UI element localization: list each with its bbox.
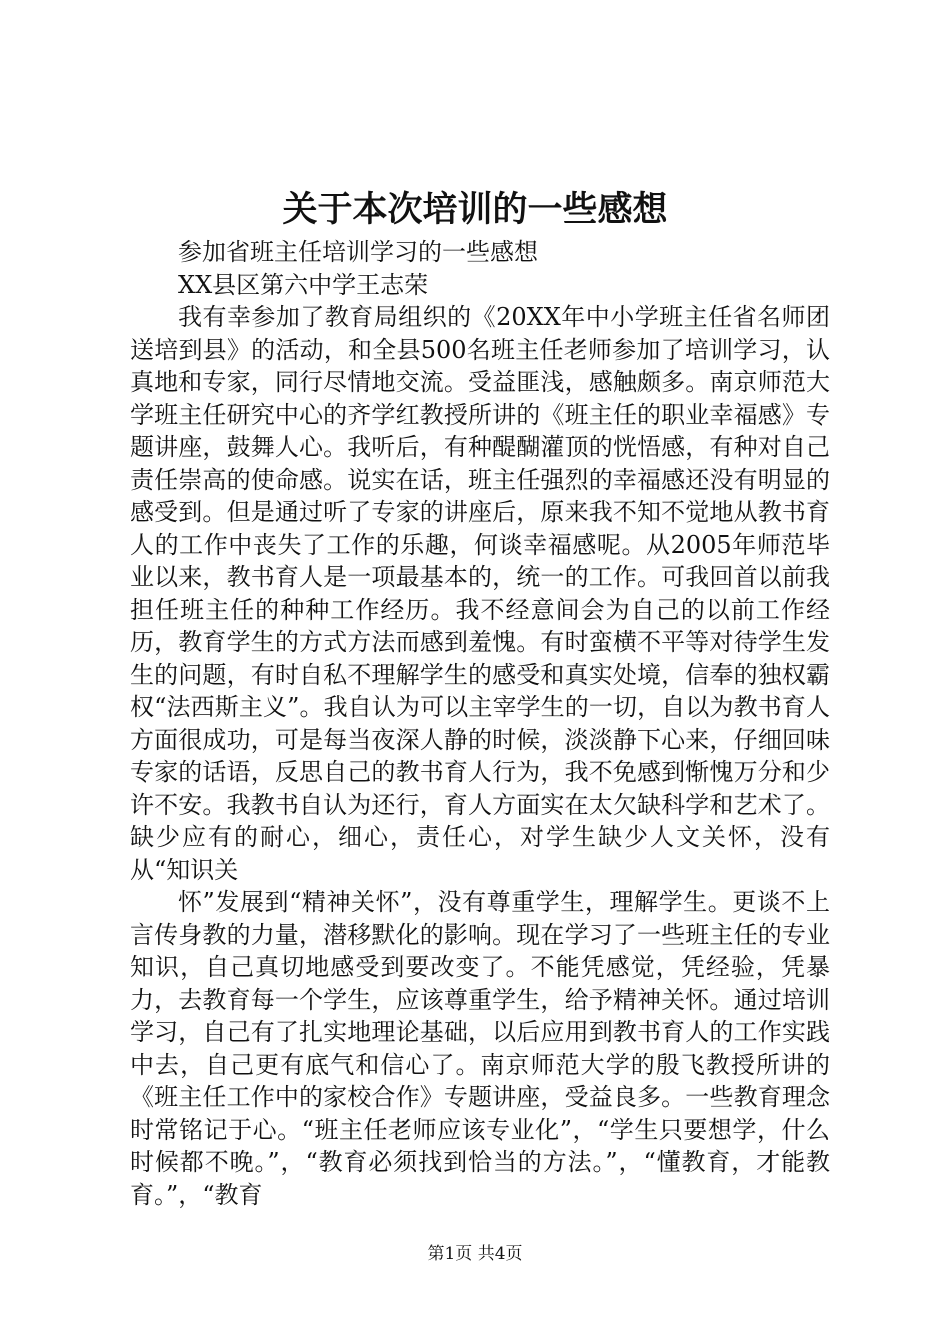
document-title: 关于本次培训的一些感想 [282, 189, 668, 230]
subtitle-paragraph: 参加省班主任培训学习的一些感想 [178, 238, 538, 266]
document-body [130, 236, 830, 1211]
author-line: XX县区第六中学王志荣 [178, 270, 429, 299]
body-paragraph: 怀”发展到“精神关怀”，没有尊重学生，理解学生。更谈不上言传身教的力量，潜移默化的影响。现在学习了一些班主任的专业知识，自己真切地感受到要改变了。不能凭感觉，凭经验，凭暴力，去教育每一个学生，应该尊重学生，给予精神关怀。通过培训学习，自己有了扎实地理论基础，以后应用到教书育人的工作实践中去，自己更有底气和信心了。南京师范大学的殷飞教授所讲的《班主任工作中的家校合作》专题讲座，受益良多。一些教育理念时常铭记于心。“班主任老师应该专业化”，“学生只要想学，什么时候都不晚。”，“教育必须找到恰当的方法。”，“懂教育，才能教育。”，“教育 [130, 888, 830, 1209]
body-paragraph: 我有幸参加了教育局组织的《20XX年中小学班主任省名师团送培到县》的活动，和全县500名班主任老师参加了培训学习，认真地和专家，同行尽情地交流。受益匪浅，感触颇多。南京师范大学班主任研究中心的齐学红教授所讲的《班主任的职业幸福感》专题讲座，鼓舞人心。我听后，有种醍醐灌顶的恍悟感，有种对自己责任崇高的使命感。说实在话，班主任强烈的幸福感还没有明显的感受到。但是通过听了专家的讲座后，原来我不知不觉地从教书育人的工作中丧失了工作的乐趣，何谈幸福感呢。从2005年师范毕业以来，教书育人是一项最基本的，统一的工作。可我回首以前我担任班主任的种种工作经历。我不经意间会为自己的以前工作经历，教育学生的方式方法而感到羞愧。有时蛮横不平等对待学生发生的问题，有时自私不理解学生的感受和真实处境，信奉的独权霸权“法西斯主义”。我自认为可以主宰学生的一切，自以为教书育人方面很成功，可是每当夜深人静的时候，淡淡静下心来，仔细回味专家的话语，反思自己的教书育人行为，我不免感到惭愧万分和少许不安。我教书自认为还行，育人方面实在太欠缺科学和艺术了。缺少应有的耐心，细心，责任心，对学生缺少人文关怀，没有从“知识关 [130, 303, 830, 884]
page-footer: 第1页 共4页 [427, 1244, 523, 1264]
